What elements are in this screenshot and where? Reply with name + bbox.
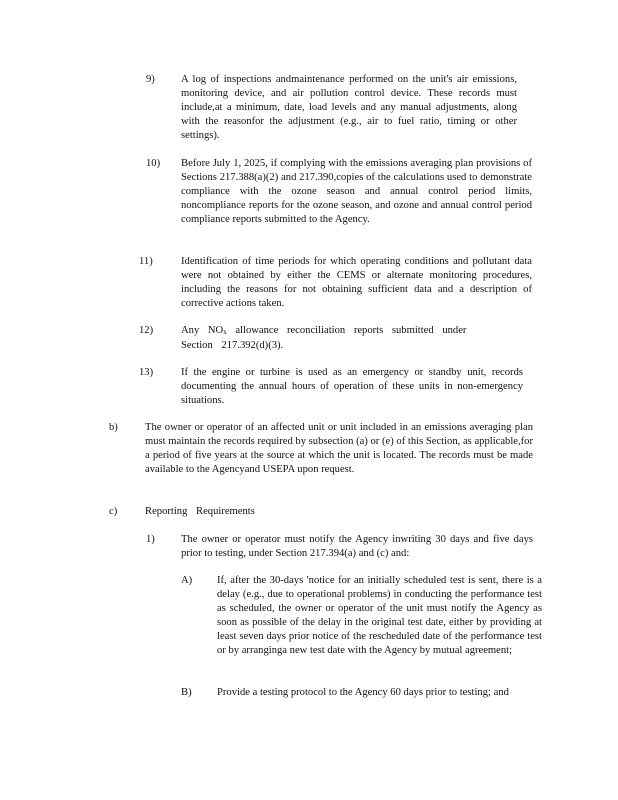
item-text-9: A log of inspections andmaintenance performed on the unit's air emissions, monitoring device, and air pollution control device. These records must include,at a minimum, date, load levels and any manual adjustments, along with the reasonfor the adjustment (e.g., air to fuel ratio, timing or other settings). bbox=[181, 74, 517, 141]
item-number-11: 11) bbox=[139, 256, 153, 267]
item-text-12-end: allowance reconciliation reports submitted under Section 217.392(d)(3). bbox=[181, 325, 467, 351]
item-letter-B: B) bbox=[181, 687, 192, 698]
item-text-c1: The owner or operator must notify the Agency inwriting 30 days and five days prior to testing, under Section 217.394(a) and (c) and: bbox=[181, 534, 533, 559]
item-letter-A: A) bbox=[181, 575, 193, 586]
item-number-c1: 1) bbox=[146, 534, 155, 545]
item-text-11: Identification of time periods for which operating conditions and pollutant data were not obtained by either the CEMS or alternate monitoring procedures, including the reasons for not obtaining sufficient data and a description of corrective actions taken. bbox=[181, 256, 532, 309]
subsection-b-label: b) bbox=[109, 422, 118, 433]
item-text-10: Before July 1, 2025, if complying with the emissions averaging plan provisions of Sections 217.388(a)(2) and 217.390,copies of the calculations used to demonstrate compliance with the ozone season and annual control period limits, noncompliance reports for the ozone season, and ozone and annual control period compliance reports submitted to the Agency. bbox=[181, 158, 532, 225]
reporting-requirements-heading: Reporting Requirements bbox=[145, 506, 255, 517]
subsection-c-label: c) bbox=[109, 506, 118, 517]
item-text-12-start: Any NO bbox=[181, 325, 224, 336]
item-text-B: Provide a testing protocol to the Agency 60 days prior to testing; and bbox=[217, 687, 509, 698]
item-number-13: 13) bbox=[139, 367, 154, 378]
item-text-13: If the engine or turbine is used as an emergency or standby unit, records documenting the annual hours of operation of these units in non-emergency situations. bbox=[181, 367, 523, 406]
item-number-10: 10) bbox=[146, 158, 161, 169]
item-number-12: 12) bbox=[139, 325, 154, 336]
item-text-A: If, after the 30-days 'notice for an initially scheduled test is sent, there is a delay (e.g., due to operational problems) in conducting the performance test as scheduled, the owner or operator of the unit must notify the Agency as soon as possible of the delay in the original test date, either by providing at least seven days prior notice of the rescheduled date of the performance test or by arranginga new test date with the Agency by mutual agreement; bbox=[217, 575, 542, 656]
item-text-12 bbox=[181, 324, 501, 353]
subsection-b-text: The owner or operator of an affected unit or unit included in an emissions averaging plan must maintain the records required by subsection (a) or (e) of this Section, as applicable,for a period of five years at the source at which the unit is located. The records must be made available to the Agencyand USEPA upon request. bbox=[145, 422, 533, 475]
nox-subscript: x bbox=[223, 328, 227, 336]
item-number-9: 9) bbox=[146, 74, 155, 85]
